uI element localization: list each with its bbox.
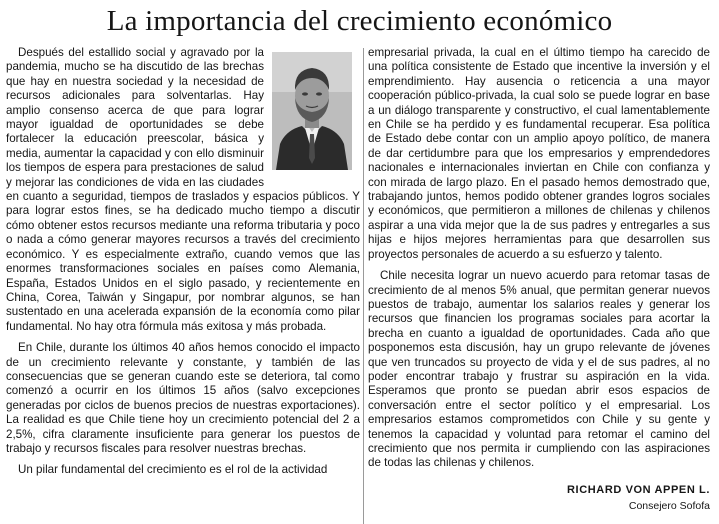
paragraph-chile-growth: En Chile, durante los últimos 40 años hemos conocido el impacto de un crecimiento relevante y constante, y también de las consecuencias que se generan cuando este se deteriora, tal como comenzó a ocurrir en los últimos 15 años (salvo excepciones generadas por ciclos de buenos precios de nuestras exportaciones). La realidad es que Chile tiene hoy un crecimiento potencial del 2 a 2,5%, cifra claramente insuficiente para generar los puestos de trabajo y recursos fiscales para resolver nuestras brechas. <box>6 341 360 455</box>
paragraph-new-agreement: Chile necesita lograr un nuevo acuerdo para retomar tasas de crecimiento de al menos 5% anual, que permitan generar nuevos puestos de trabajo, aumentar los salarios reales y generar los recursos que financien los programas sociales para acortar la brecha en cuanto a igualdad de oportunidades. Cada año que posponemos esta discusión, hay un grupo relevante de jóvenes que ven truncados su proyecto de vida y el de sus padres, al no poder encontrar trabajo y frustrar su aspiración en la vida. Esperamos que pronto se puedan abrir esos espacios de conversación entre el sector político y el empresarial. Los empresarios estamos comprometidos con Chile y su gente y tenemos la capacidad y voluntad para retomar el camino del crecimiento que nos permita ir cumpliendo con las aspiraciones de todas las chilenas y chilenos. <box>368 269 710 470</box>
author-photo <box>272 52 352 170</box>
right-column <box>368 46 710 524</box>
paragraph-pillar: Un pilar fundamental del crecimiento es el rol de la actividad <box>18 463 328 477</box>
author-name: RICHARD VON APPEN L. <box>567 483 710 496</box>
paragraph-intro-text: Después del estallido social y agravado por la pandemia, mucho se ha discutido de las brechas que hay en nuestra sociedad y la necesidad de recursos adicionales para solventarlas. Hay amplio consenso acerca de que para lograr mayor igualdad de oportunidades se debe fortalecer la educación preescolar, básica y media, aumentar la capacidad y con ello disminuir los tiempos de espera para prestaciones de salud y mejorar las condiciones de vida en las ciudades en cuanto a seguridad, tiempos de traslados y espacios públicos. Y para lograr estos fines, se ha dedicado mucho tiempo a discutir cómo obtener estos recursos mediante una reforma tributaria y poco o nada a cómo generar mayores recursos a través del crecimiento económico. Y es especialmente extraño, cuando vemos que las enormes transformaciones sociales en países como Alemania, España, Estados Unidos en el siglo pasado, y recientemente en China, Corea, Taiwán y Singapur, por nombrar algunos, se han sustentado en una acelerada expansión de la economía como pilar fundamental. No hay otra fórmula más exitosa y más probada. <box>6 46 360 333</box>
author-portrait-image <box>272 52 352 170</box>
article-title: La importancia del crecimiento económico <box>106 5 613 37</box>
column-divider <box>363 48 364 524</box>
paragraph-private-sector: empresarial privada, la cual en el último tiempo ha carecido de una política consistente de Estado que incentive la inversión y el emprendimiento. Hay ausencia o reticencia a una mayor cooperación público-privada, la cual solo se puede lograr en base a un diálogo transparente y constructivo, el cual lamentablemente en Chile se ha perdido y es fundamental recuperar. Esa política de Estado debe contar con un amplio apoyo político, de manera de dar certidumbre para que los empresarios y emprendedores nacionales e internacionales inviertan en Chile con confianza y con mirada de largo plazo. En el pasado hemos demostrado que, trabajando juntos, hemos podido obtener grandes logros sociales y económicos, que permitieron a millones de chilenas y chilenos aspirar a una vida mejor que la de sus padres y entregarles a sus hijas e hijos mejores herramientas para que desarrollen sus proyectos personales de acuerdo a su esfuerzo y talento. <box>368 46 710 261</box>
paragraph-intro <box>6 46 360 334</box>
author-role: Consejero Sofofa <box>628 500 710 513</box>
left-column <box>6 46 360 524</box>
